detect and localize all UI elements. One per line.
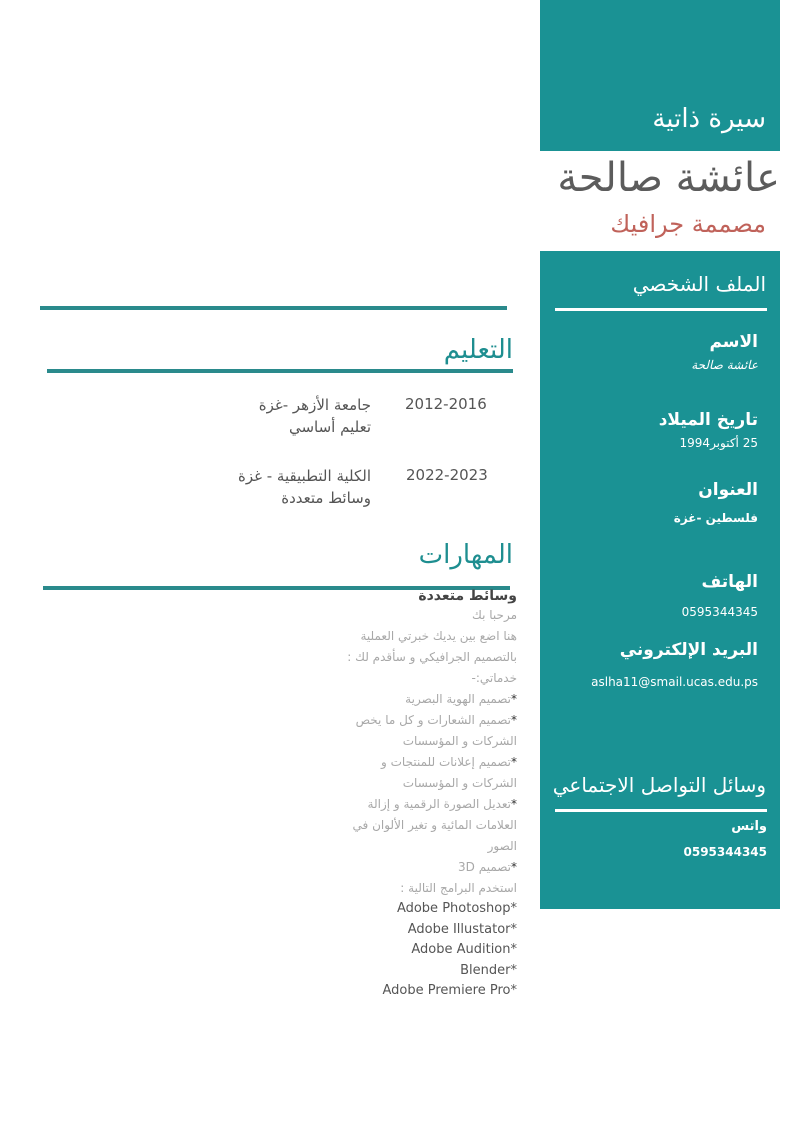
service-item: *تصميم 3D <box>458 860 517 874</box>
program-item: Adobe Photoshop* <box>396 901 517 916</box>
top-divider <box>40 306 507 310</box>
service-item-continued: الصور <box>487 839 517 853</box>
bullet-star-icon: * <box>511 797 517 811</box>
service-item: *تصميم إعلانات للمنتجات و <box>381 755 517 769</box>
service-item-continued: العلامات المائية و تغير الألوان في <box>352 818 517 832</box>
education-title-rule <box>47 369 513 373</box>
programs-intro: استخدم البرامج التالية : <box>400 881 517 895</box>
field-label-birthdate: تاريخ الميلاد <box>658 410 758 430</box>
job-title: مصممة جرافيك <box>610 210 766 238</box>
service-item-continued: الشركات و المؤسسات <box>402 734 517 748</box>
bullet-star-icon: * <box>511 755 517 769</box>
social-label-whatsapp: واتس <box>731 819 767 834</box>
field-value-name: عائشة صالحة <box>691 358 758 372</box>
skills-intro-line: بالتصميم الجرافيكي و سأقدم لك : <box>347 650 517 664</box>
bullet-star-icon: * <box>511 860 517 874</box>
skills-heading: وسائط متعددة <box>418 588 517 604</box>
program-item: Adobe Premiere Pro* <box>382 983 517 998</box>
program-item: Adobe Audition* <box>411 942 517 957</box>
education-institution-2: الكلية التطبيقية - غزة <box>237 467 371 485</box>
service-item: *تعديل الصورة الرقمية و إزالة <box>367 797 517 811</box>
education-program-2: وسائط متعددة <box>281 489 371 507</box>
field-value-birthdate: 25 أكتوبر1994 <box>679 436 758 450</box>
full-name: عائشة صالحة <box>557 155 780 201</box>
field-label-name: الاسم <box>709 332 758 352</box>
social-value-whatsapp[interactable]: 0595344345 <box>683 845 767 859</box>
field-value-phone: 0595344345 <box>681 605 758 619</box>
education-years-2: 2022-2023 <box>406 466 488 484</box>
field-label-phone: الهاتف <box>701 572 758 592</box>
service-item-continued: الشركات و المؤسسات <box>402 776 517 790</box>
program-item: Blender* <box>460 962 517 978</box>
bullet-star-icon: * <box>511 692 517 706</box>
profile-heading-rule <box>555 308 767 311</box>
skills-title: المهارات <box>418 540 513 570</box>
social-heading: وسائل التواصل الاجتماعي <box>552 773 766 797</box>
skills-intro-line: خدماتي:- <box>471 671 517 685</box>
social-heading-rule <box>555 809 767 812</box>
field-label-address: العنوان <box>698 480 758 500</box>
program-item: Adobe Illustator* <box>407 921 517 937</box>
education-program-1: تعليم أساسي <box>288 418 371 436</box>
field-value-email[interactable]: aslha11@smail.ucas.edu.ps <box>591 675 758 689</box>
education-years-1: 2012-2016 <box>405 395 487 413</box>
skills-intro-line: هنا اضع بين يديك خبرتي العملية <box>360 629 517 643</box>
education-institution-1: جامعة الأزهر -غزة <box>258 396 371 414</box>
cv-label: سيرة ذاتية <box>652 104 766 134</box>
service-item: *تصميم الهوية البصرية <box>405 692 517 706</box>
service-item: *تصميم الشعارات و كل ما يخص <box>355 713 517 727</box>
education-title: التعليم <box>443 335 513 365</box>
field-label-email: البريد الإلكتروني <box>619 640 758 660</box>
skills-content <box>317 587 517 1002</box>
field-value-address: فلسطين -غزة <box>673 511 758 525</box>
profile-heading: الملف الشخصي <box>632 272 766 296</box>
bullet-star-icon: * <box>511 713 517 727</box>
skills-intro-line: مرحبا بك <box>471 608 517 622</box>
